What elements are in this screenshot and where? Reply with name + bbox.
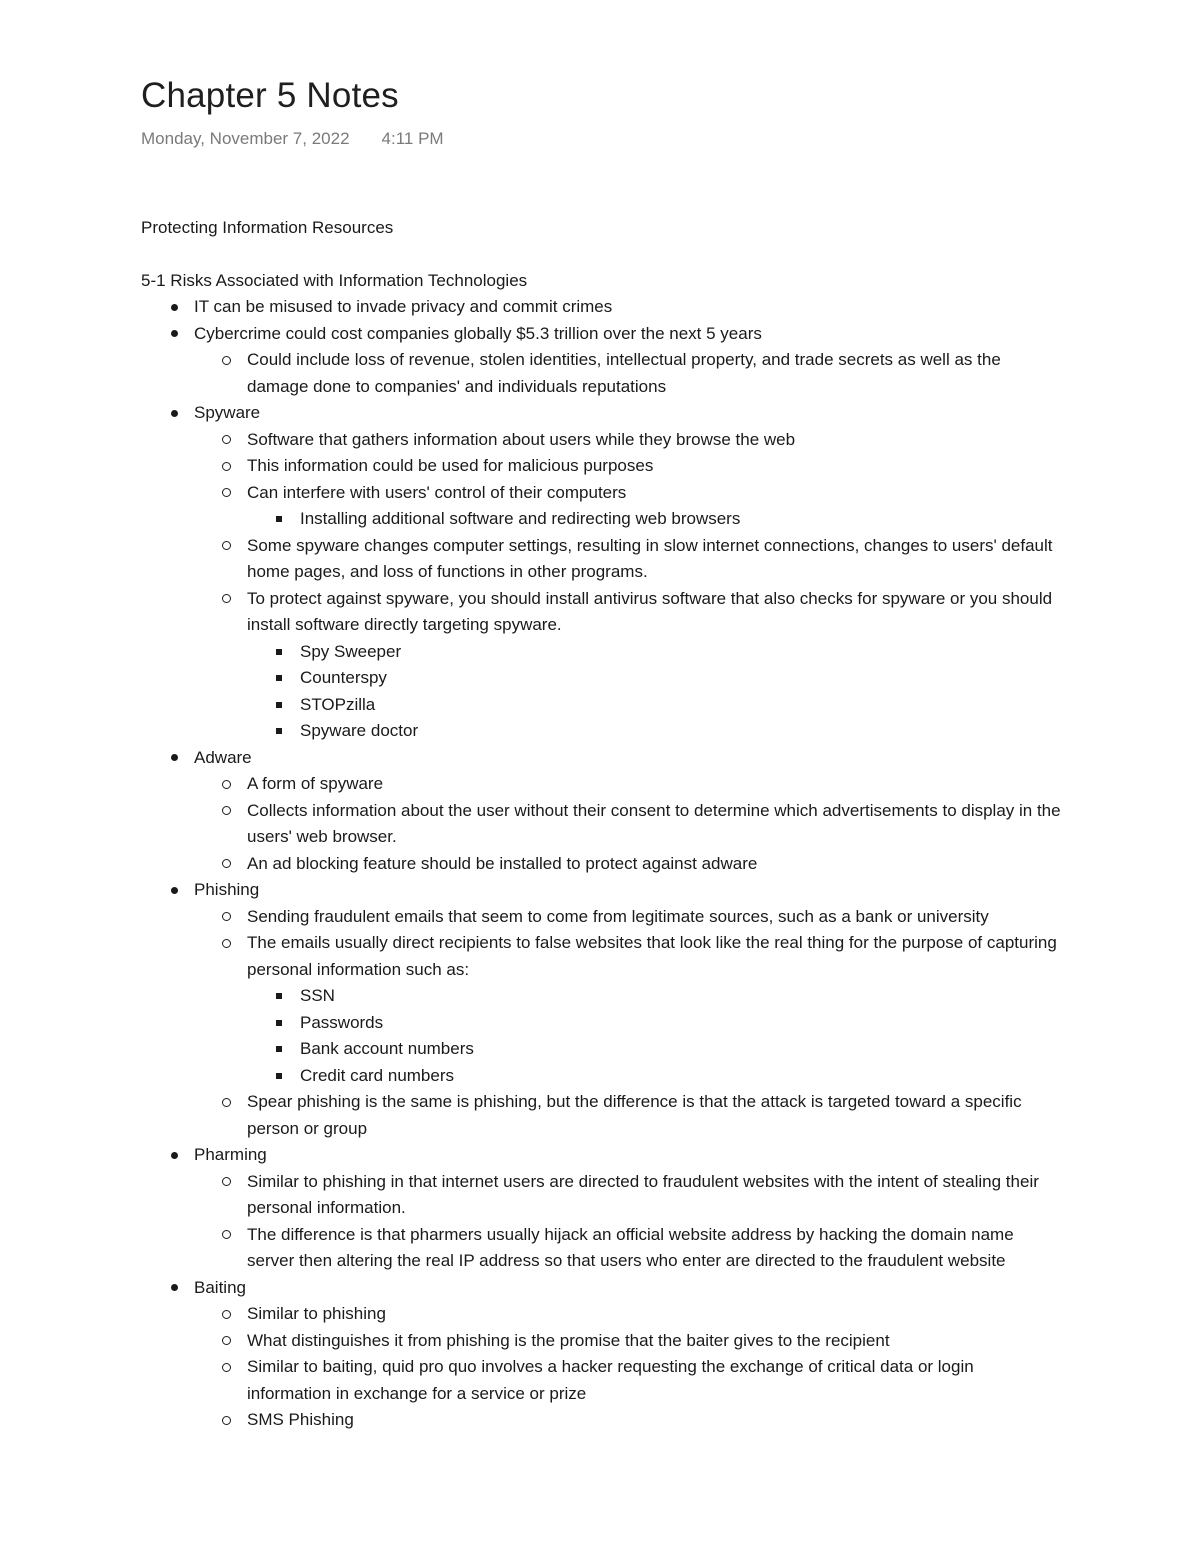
- bullet-circle-icon: [220, 1407, 232, 1434]
- list-item: [141, 692, 1061, 719]
- outline-list: [141, 294, 1061, 1434]
- note-page: [141, 74, 1061, 1434]
- list-item: [141, 877, 1061, 904]
- list-item-text: What distinguishes it from phishing is the promise that the baiter gives to the recipient: [247, 1330, 890, 1350]
- list-item: [141, 586, 1061, 639]
- list-item-text: Similar to baiting, quid pro quo involves a hacker requesting the exchange of critical data or login information in exchange for a service or prize: [247, 1357, 974, 1403]
- note-time: 4:11 PM: [381, 129, 444, 148]
- bullet-square-icon: [273, 718, 285, 745]
- list-item-text: Spyware doctor: [300, 721, 419, 740]
- bullet-dot-icon: [168, 877, 180, 904]
- bullet-circle-icon: [220, 1354, 232, 1381]
- bullet-square-icon: [273, 1010, 285, 1037]
- list-item: [141, 718, 1061, 745]
- bullet-dot-icon: [168, 400, 180, 427]
- list-item: [141, 1010, 1061, 1037]
- bullet-circle-icon: [220, 427, 232, 454]
- list-item: [141, 639, 1061, 666]
- bullet-circle-icon: [220, 1169, 232, 1196]
- list-item: [141, 1169, 1061, 1222]
- list-item-text: Installing additional software and redirecting web browsers: [300, 509, 741, 528]
- bullet-dot-icon: [168, 294, 180, 321]
- list-item: [141, 1354, 1061, 1407]
- bullet-circle-icon: [220, 1301, 232, 1328]
- list-item-text: Collects information about the user without their consent to determine which advertisements to display in the users' web browser.: [247, 800, 1061, 846]
- bullet-dot-icon: [168, 1275, 180, 1302]
- bullet-dot-icon: [168, 1142, 180, 1169]
- list-item-text: SSN: [300, 986, 335, 1005]
- list-item-text: Credit card numbers: [300, 1065, 455, 1085]
- list-item-text: Baiting: [194, 1277, 246, 1297]
- list-item-text: SMS Phishing: [247, 1410, 354, 1429]
- list-item: [141, 745, 1061, 772]
- list-item-text: Can interfere with users' control of their computers: [247, 482, 627, 502]
- list-item: [141, 930, 1061, 983]
- list-item: [141, 1328, 1061, 1355]
- list-item: [141, 321, 1061, 348]
- bullet-circle-icon: [220, 1328, 232, 1355]
- list-item: [141, 1142, 1061, 1169]
- list-item-text: This information could be used for malicious purposes: [247, 456, 654, 475]
- list-item-text: An ad blocking feature should be installed to protect against adware: [247, 853, 758, 873]
- list-item: [141, 294, 1061, 321]
- list-item: [141, 427, 1061, 454]
- list-item: [141, 1275, 1061, 1302]
- bullet-circle-icon: [220, 533, 232, 560]
- list-item: [141, 1036, 1061, 1063]
- list-item: [141, 665, 1061, 692]
- list-item-text: Passwords: [300, 1012, 384, 1032]
- list-item-text: Spear phishing is the same is phishing, but the difference is that the attack is targeted toward a specific person or group: [247, 1092, 1022, 1138]
- list-item: [141, 506, 1061, 533]
- section-title: Protecting Information Resources: [141, 218, 394, 237]
- list-item-text: Spy Sweeper: [300, 641, 402, 661]
- bullet-dot-icon: [168, 321, 180, 348]
- bullet-circle-icon: [220, 851, 232, 878]
- list-item-text: The emails usually direct recipients to false websites that look like the real thing for the purpose of capturing personal information such as:: [247, 933, 1057, 979]
- list-item-text: The difference is that pharmers usually hijack an official website address by hacking the domain name server then altering the real IP address so that users who enter are directed to the fraudulent website: [247, 1224, 1014, 1270]
- bullet-circle-icon: [220, 930, 232, 957]
- bullet-circle-icon: [220, 480, 232, 507]
- bullet-square-icon: [273, 506, 285, 533]
- bullet-circle-icon: [220, 798, 232, 825]
- bullet-dot-icon: [168, 745, 180, 772]
- bullet-square-icon: [273, 1036, 285, 1063]
- page-title: Chapter 5 Notes: [141, 76, 399, 115]
- list-item-text: Software that gathers information about users while they browse the web: [247, 429, 796, 449]
- list-item-text: Phishing: [194, 880, 260, 899]
- list-item-text: Sending fraudulent emails that seem to come from legitimate sources, such as a bank or university: [247, 906, 989, 926]
- bullet-square-icon: [273, 665, 285, 692]
- list-item: [141, 400, 1061, 427]
- bullet-square-icon: [273, 1063, 285, 1090]
- list-item-text: Could include loss of revenue, stolen identities, intellectual property, and trade secrets as well as the damage done to companies' and individuals reputations: [247, 350, 1001, 396]
- list-item-text: Counterspy: [300, 668, 387, 687]
- bullet-circle-icon: [220, 904, 232, 931]
- bullet-square-icon: [273, 692, 285, 719]
- list-item-text: A form of spyware: [247, 774, 384, 793]
- list-item: [141, 347, 1061, 400]
- list-item-text: Bank account numbers: [300, 1039, 474, 1058]
- list-item: [141, 533, 1061, 586]
- list-item: [141, 453, 1061, 480]
- bullet-circle-icon: [220, 453, 232, 480]
- list-item: [141, 1222, 1061, 1275]
- list-item: [141, 1063, 1061, 1090]
- list-item-text: Pharming: [194, 1145, 267, 1164]
- note-date: Monday, November 7, 2022: [141, 129, 350, 148]
- list-item-text: Cybercrime could cost companies globally $5.3 trillion over the next 5 years: [194, 323, 762, 343]
- list-item-text: Some spyware changes computer settings, resulting in slow internet connections, changes to users' default home pages, and loss of functions in other programs.: [247, 535, 1053, 581]
- list-item-text: Adware: [194, 747, 252, 767]
- list-item-text: STOPzilla: [300, 694, 376, 714]
- list-item: [141, 771, 1061, 798]
- list-item: [141, 480, 1061, 507]
- list-item: [141, 1301, 1061, 1328]
- list-item-text: To protect against spyware, you should install antivirus software that also checks for spyware or you should install software directly targeting spyware.: [247, 588, 1053, 634]
- list-item: [141, 851, 1061, 878]
- list-item: [141, 798, 1061, 851]
- bullet-circle-icon: [220, 1222, 232, 1249]
- list-item-text: IT can be misused to invade privacy and commit crimes: [194, 297, 613, 316]
- bullet-square-icon: [273, 983, 285, 1010]
- list-item-text: Similar to phishing: [247, 1304, 386, 1323]
- bullet-circle-icon: [220, 1089, 232, 1116]
- bullet-circle-icon: [220, 347, 232, 374]
- list-item: [141, 1407, 1061, 1434]
- section-heading: 5-1 Risks Associated with Information Technologies: [141, 270, 528, 290]
- bullet-circle-icon: [220, 586, 232, 613]
- note-timestamp: [141, 128, 1061, 150]
- list-item-text: Spyware: [194, 403, 261, 422]
- list-item: [141, 904, 1061, 931]
- list-item-text: Similar to phishing in that internet users are directed to fraudulent websites with the intent of stealing their personal information.: [247, 1171, 1039, 1217]
- bullet-circle-icon: [220, 771, 232, 798]
- bullet-square-icon: [273, 639, 285, 666]
- list-item: [141, 1089, 1061, 1142]
- list-item: [141, 983, 1061, 1010]
